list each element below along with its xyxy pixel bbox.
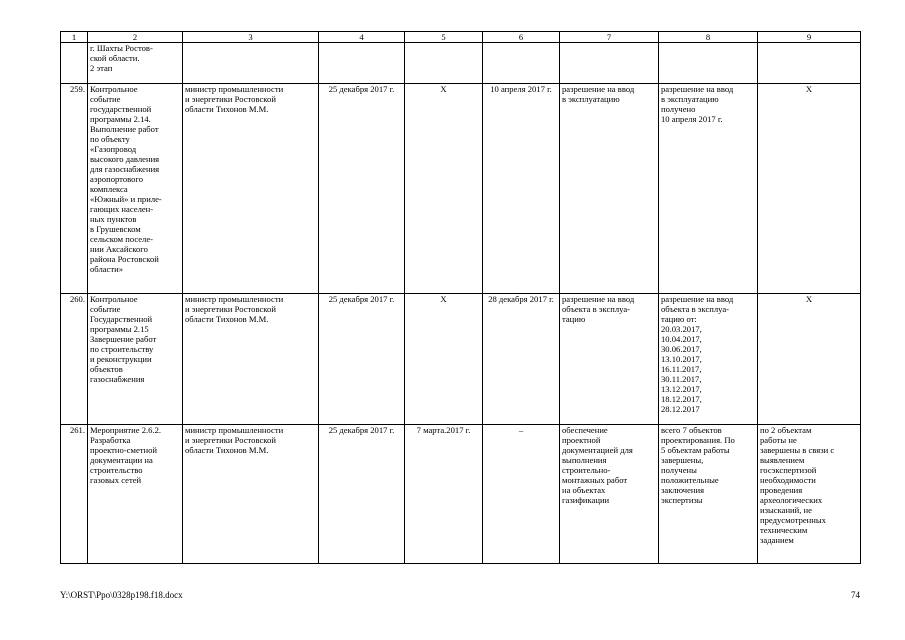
planned-date-cell: 25 декабря 2017 г. — [319, 84, 405, 294]
row-number-cell: 260. — [61, 294, 88, 425]
column-number-8: 8 — [659, 32, 758, 43]
event-name-cell: Мероприятие 2.6.2. Разработка проектно-сметной документации на строительство газовых сетей — [88, 425, 183, 564]
actual-start-cell: 7 марта.2017 г. — [405, 425, 483, 564]
file-path-footer: Y:\ORST\Ppo\0328p198.f18.docx — [60, 590, 183, 600]
report-table — [60, 31, 861, 564]
planned-date-cell: 25 декабря 2017 г. — [319, 294, 405, 425]
column-number-9: 9 — [758, 32, 861, 43]
reason-cell: Х — [758, 84, 861, 294]
column-number-5: 5 — [405, 32, 483, 43]
page-number: 74 — [851, 590, 860, 600]
table-row — [61, 84, 861, 294]
actual-end-cell: 10 апреля 2017 г. — [483, 84, 560, 294]
actual-result-cell: разрешение на ввод объекта в эксплуа- тацию от: 20.03.2017, 10.04.2017, 30.06.2017, 13.10.2017, 16.11.2017, 30.11.2017, 13.12.2017, 18.12.2017, 28.12.2017 — [659, 294, 758, 425]
planned-result-cell — [560, 43, 659, 84]
actual-result-cell: всего 7 объектов проектирования. По 5 объектам работы завершены, получены положительные заключения экспертизы — [659, 425, 758, 564]
actual-start-cell: Х — [405, 294, 483, 425]
row-number-cell: 261. — [61, 425, 88, 564]
planned-result-cell: обеспечение проектной документацией для выполнения строительно- монтажных работ на объектах газификации — [560, 425, 659, 564]
column-number-6: 6 — [483, 32, 560, 43]
row-number-cell — [61, 43, 88, 84]
planned-result-cell: разрешение на ввод в эксплуатацию — [560, 84, 659, 294]
planned-date-cell: 25 декабря 2017 г. — [319, 425, 405, 564]
table-row — [61, 294, 861, 425]
event-name-cell: Контрольное событие Государственной программы 2.15 Завершение работ по строительству и реконструкции объектов газоснабжения — [88, 294, 183, 425]
actual-result-cell: разрешение на ввод в эксплуатацию получено 10 апреля 2017 г. — [659, 84, 758, 294]
column-number-7: 7 — [560, 32, 659, 43]
event-name-cell: г. Шахты Ростов- ской области. 2 этап — [88, 43, 183, 84]
responsible-cell: министр промышленности и энергетики Ростовской области Тихонов М.М. — [183, 425, 319, 564]
table-header-row — [61, 32, 861, 43]
actual-result-cell — [659, 43, 758, 84]
reason-cell: Х — [758, 294, 861, 425]
actual-end-cell: – — [483, 425, 560, 564]
reason-cell: по 2 объектам работы не завершены в связи с выявлением госэкспертизой необходимости проведения археологических изысканий, не предусмотренных техническим заданием — [758, 425, 861, 564]
column-number-2: 2 — [88, 32, 183, 43]
actual-start-cell — [405, 43, 483, 84]
actual-start-cell: Х — [405, 84, 483, 294]
column-number-1: 1 — [61, 32, 88, 43]
column-number-4: 4 — [319, 32, 405, 43]
responsible-cell — [183, 43, 319, 84]
table-row — [61, 425, 861, 564]
table-row — [61, 43, 861, 84]
actual-end-cell — [483, 43, 560, 84]
planned-result-cell: разрешение на ввод объекта в эксплуа- тацию — [560, 294, 659, 425]
row-number-cell: 259. — [61, 84, 88, 294]
column-number-3: 3 — [183, 32, 319, 43]
responsible-cell: министр промышленности и энергетики Ростовской области Тихонов М.М. — [183, 294, 319, 425]
event-name-cell: Контрольное событие государственной программы 2.14. Выполнение работ по объекту «Газопровод высокого давления для газоснабжения аэропортового комплекса «Южный» и приле- гающих населен- ных пунктов в Грушевском сельском поселе- нии Аксайского района Ростовской области» — [88, 84, 183, 294]
planned-date-cell — [319, 43, 405, 84]
actual-end-cell: 28 декабря 2017 г. — [483, 294, 560, 425]
reason-cell — [758, 43, 861, 84]
responsible-cell: министр промышленности и энергетики Ростовской области Тихонов М.М. — [183, 84, 319, 294]
